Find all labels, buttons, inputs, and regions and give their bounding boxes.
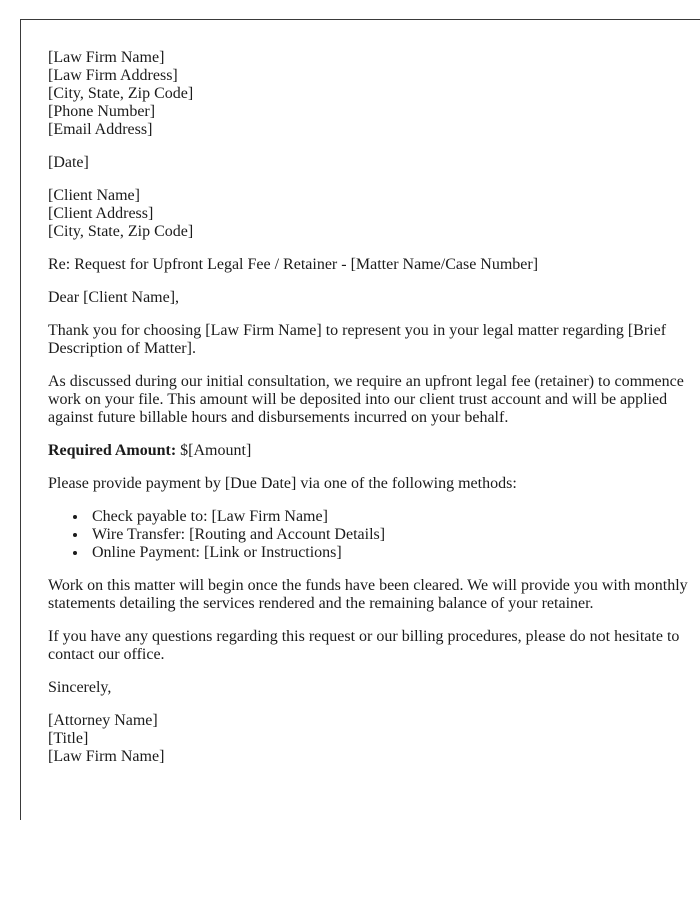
- recipient-line: [City, State, Zip Code]: [48, 223, 194, 240]
- payment-intro: Please provide payment by [Due Date] via one of the following methods:: [48, 475, 517, 492]
- required-amount-value: $[Amount]: [180, 442, 252, 459]
- signature-title: [Title]: [48, 730, 89, 747]
- sender-line: [City, State, Zip Code]: [48, 85, 194, 102]
- paragraph-thanks: Thank you for choosing [Law Firm Name] to represent you in your legal matter regarding [Brief Description of Matter].: [48, 322, 667, 357]
- list-item-wire-transfer: • Wire Transfer: [Routing and Account Details]: [88, 526, 688, 544]
- salutation: Dear [Client Name],: [48, 289, 180, 306]
- letter-date: [Date]: [48, 154, 89, 171]
- paragraph-work-begin: Work on this matter will begin once the funds have been cleared. We will provide you with monthly statements detailing the services rendered and the remaining balance of your retainer.: [48, 577, 688, 612]
- signature-attorney-name: [Attorney Name]: [48, 712, 158, 729]
- signature-block: [48, 712, 688, 766]
- recipient-address-block: [48, 187, 688, 241]
- required-amount-label: Required Amount:: [48, 442, 177, 459]
- required-amount-line: [48, 442, 688, 460]
- sender-line: [Email Address]: [48, 121, 153, 138]
- signoff: Sincerely,: [48, 679, 112, 696]
- recipient-line: [Client Name]: [48, 187, 140, 204]
- list-item-check: • Check payable to: [Law Firm Name]: [88, 508, 688, 526]
- letter-page: [20, 19, 700, 820]
- paragraph-retainer-explanation: As discussed during our initial consultation, we require an upfront legal fee (retainer) to commence work on your file. This amount will be deposited into our client trust account and will be applied against future billable hours and disbursements incurred on your behalf.: [48, 373, 684, 426]
- sender-line: [Phone Number]: [48, 103, 156, 120]
- paragraph-questions: If you have any questions regarding this request or our billing procedures, please do not hesitate to contact our office.: [48, 628, 680, 663]
- recipient-line: [Client Address]: [48, 205, 154, 222]
- subject-line: Re: Request for Upfront Legal Fee / Retainer - [Matter Name/Case Number]: [48, 256, 539, 273]
- list-item-online-payment: • Online Payment: [Link or Instructions]: [88, 544, 688, 562]
- sender-line: [Law Firm Address]: [48, 67, 178, 84]
- signature-firm-name: [Law Firm Name]: [48, 748, 165, 765]
- sender-line: [Law Firm Name]: [48, 49, 165, 66]
- payment-methods-list: [48, 508, 688, 562]
- sender-address-block: [48, 49, 688, 139]
